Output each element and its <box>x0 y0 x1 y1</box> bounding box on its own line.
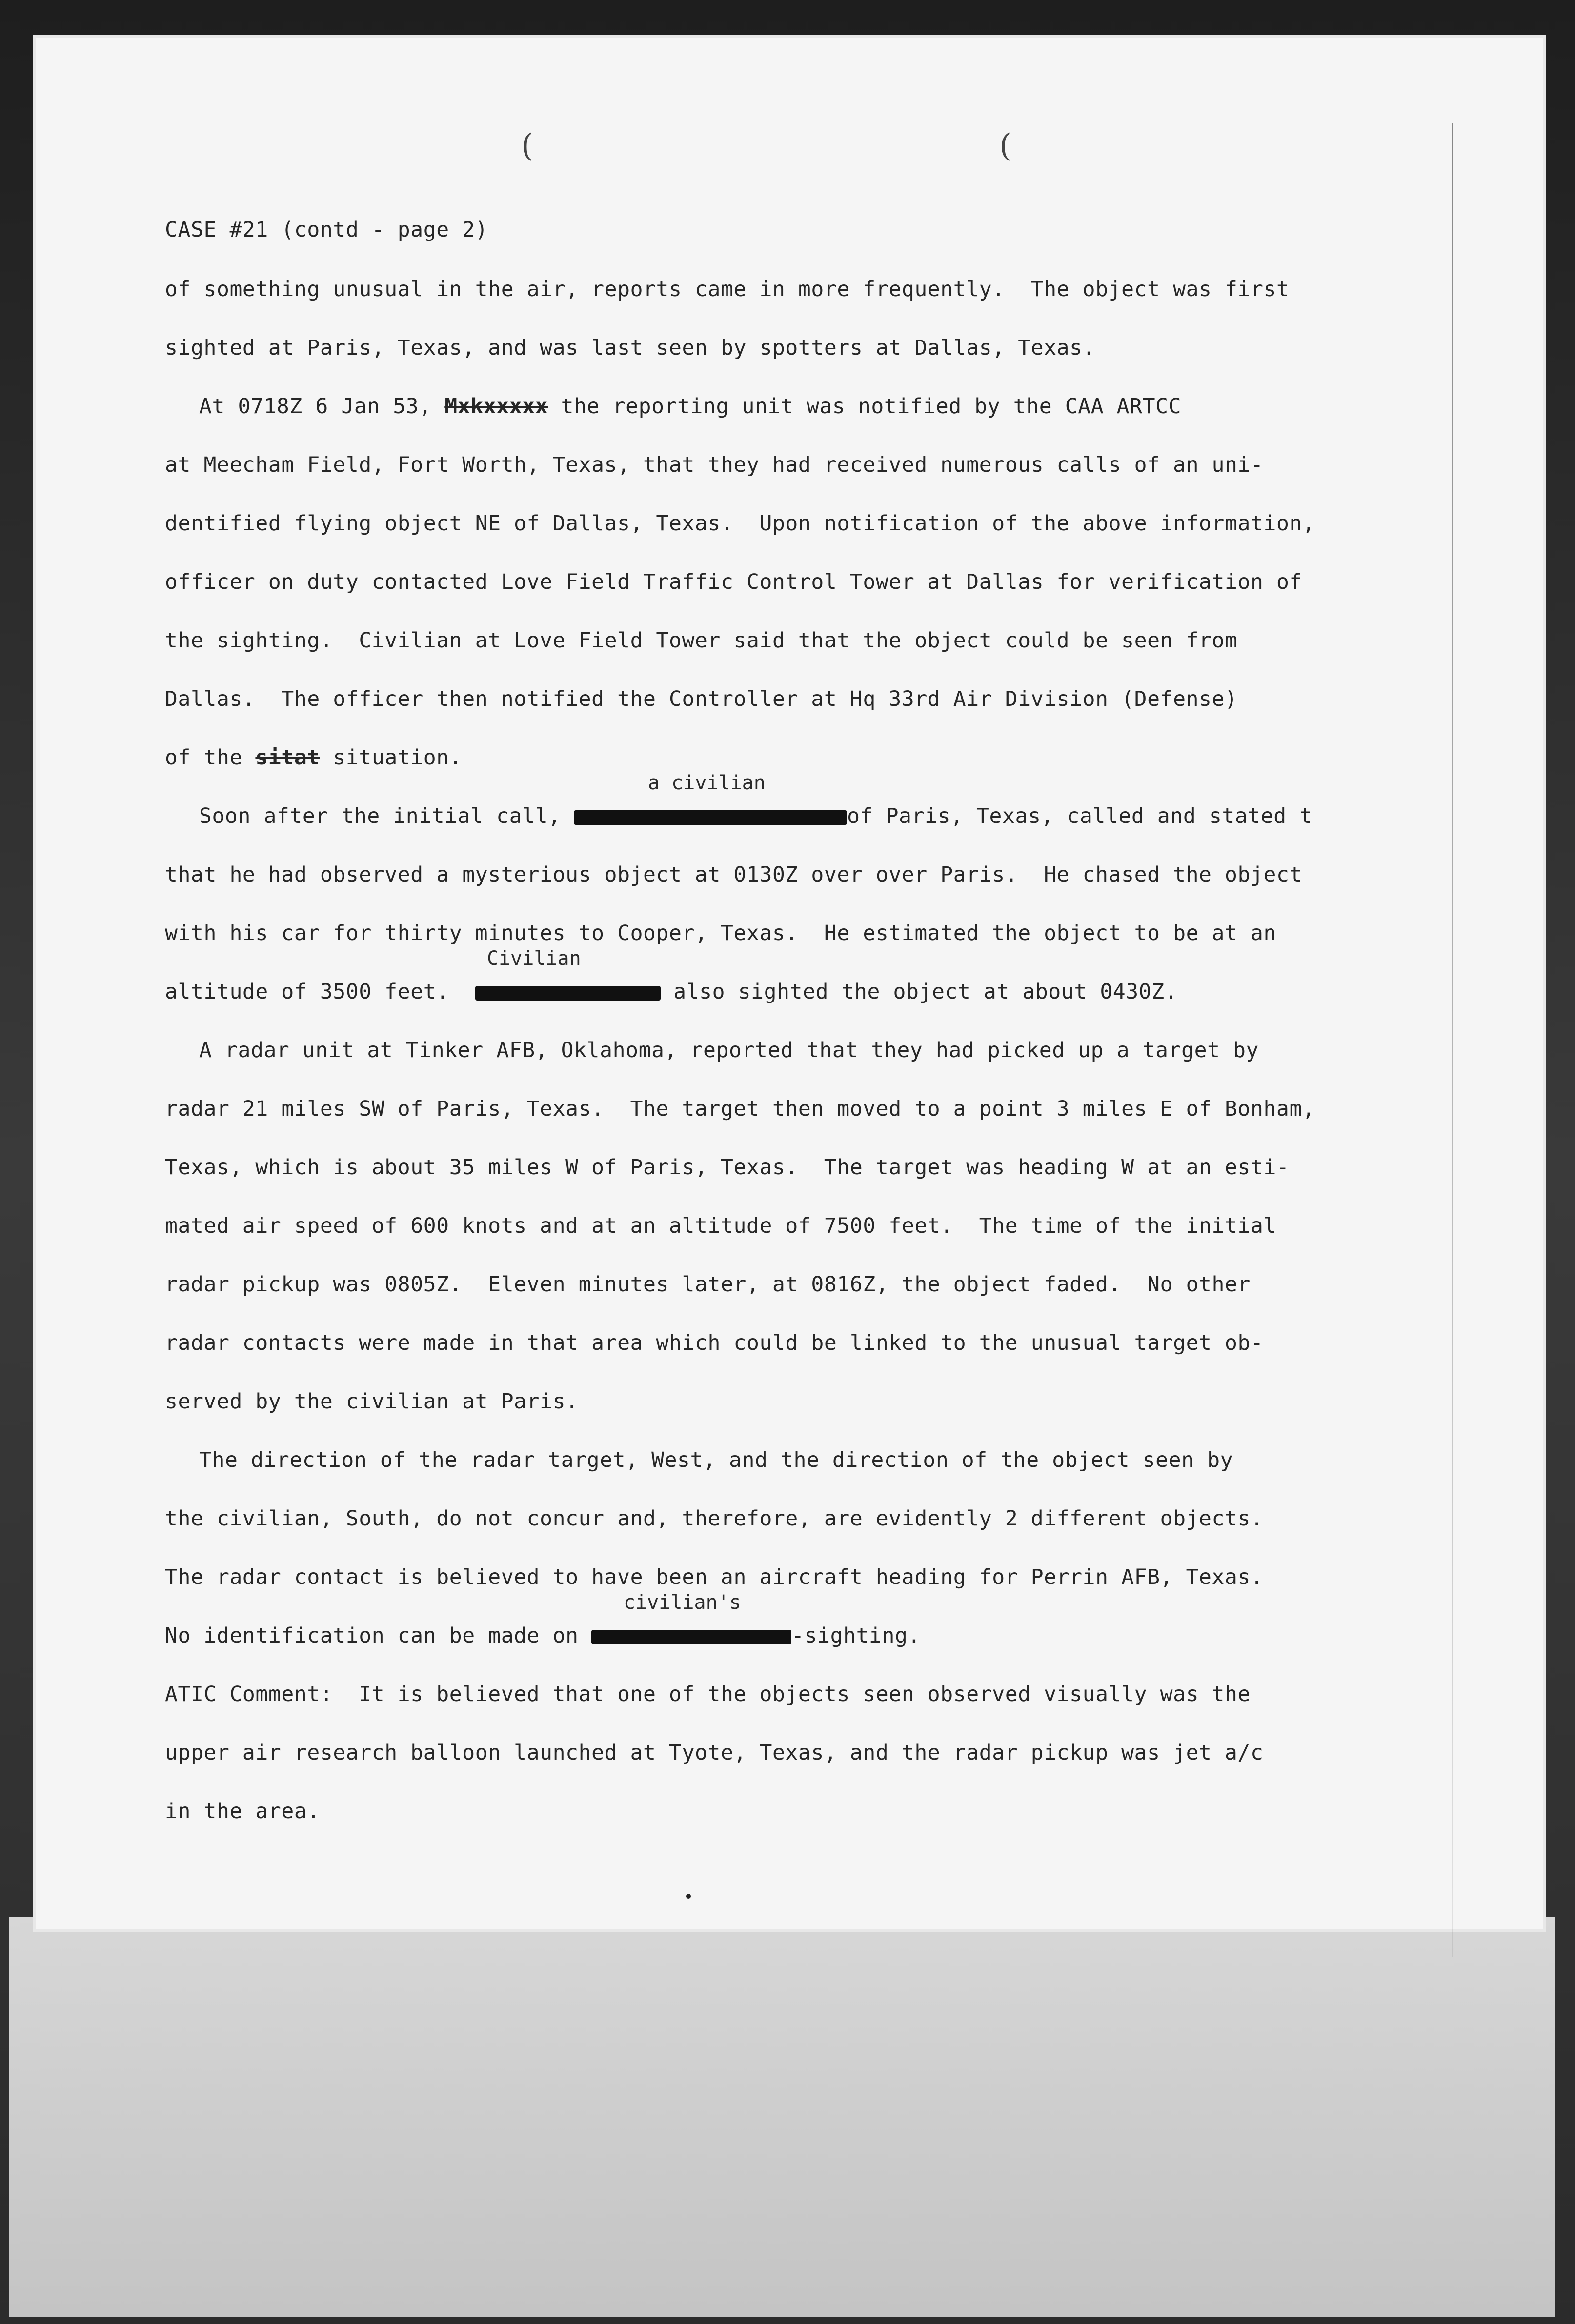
text-line: served by the civilian at Paris. <box>165 1389 579 1414</box>
text-line: Texas, which is about 35 miles W of Paris, Texas. The target was heading W at an esti- <box>165 1155 1290 1180</box>
page-dot <box>686 1894 691 1899</box>
text-line: officer on duty contacted Love Field Traffic Control Tower at Dallas for verification of <box>165 570 1302 594</box>
text-line: upper air research balloon launched at Tyote, Texas, and the radar pickup was jet a/c <box>165 1741 1264 1765</box>
handwritten-insert: a civilian <box>648 772 766 794</box>
punch-mark-right: ( <box>999 128 1011 164</box>
text-line: mated air speed of 600 knots and at an altitude of 7500 feet. The time of the initial <box>165 1214 1276 1238</box>
underlying-sheet <box>9 1917 1555 2317</box>
redaction-bar <box>574 810 847 825</box>
text-line: Soon after the initial call, of Paris, Texas, called and stated t <box>199 804 1312 828</box>
page-fold-edge <box>1452 123 1453 1957</box>
struck-word: Mxkxxxxx <box>444 394 548 419</box>
text-line: sighted at Paris, Texas, and was last seen by spotters at Dallas, Texas. <box>165 336 1096 360</box>
text-line: that he had observed a mysterious object at 0130Z over over Paris. He chased the object <box>165 862 1302 887</box>
text-line: the civilian, South, do not concur and, therefore, are evidently 2 different objects. <box>165 1506 1264 1531</box>
text-line: The direction of the radar target, West, and the direction of the object seen by <box>199 1448 1233 1472</box>
redaction-bar <box>591 1630 791 1644</box>
text-line: with his car for thirty minutes to Cooper, Texas. He estimated the object to be at an <box>165 921 1276 945</box>
struck-word: sitat <box>255 745 320 770</box>
text-line: in the area. <box>165 1799 320 1823</box>
text-line: radar pickup was 0805Z. Eleven minutes later, at 0816Z, the object faded. No other <box>165 1272 1251 1297</box>
text-line: The radar contact is believed to have been an aircraft heading for Perrin AFB, Texas. <box>165 1565 1264 1589</box>
text-line: the sighting. Civilian at Love Field Tower said that the object could be seen from <box>165 628 1238 653</box>
text-line: dentified flying object NE of Dallas, Texas. Upon notification of the above information, <box>165 511 1315 536</box>
text-line: altitude of 3500 feet. also sighted the object at about 0430Z. <box>165 980 1178 1004</box>
case-header: CASE #21 (contd - page 2) <box>165 218 488 242</box>
text-line: Dallas. The officer then notified the Controller at Hq 33rd Air Division (Defense) <box>165 687 1238 711</box>
text-line: At 0718Z 6 Jan 53, Mxkxxxxx the reporting unit was notified by the CAA ARTCC <box>199 394 1182 419</box>
handwritten-insert: Civilian <box>487 947 581 970</box>
text-line: radar 21 miles SW of Paris, Texas. The target then moved to a point 3 miles E of Bonham, <box>165 1097 1315 1121</box>
text-line: A radar unit at Tinker AFB, Oklahoma, reported that they had picked up a target by <box>199 1038 1259 1062</box>
text-line: of the sitat situation. <box>165 745 463 770</box>
text-line: at Meecham Field, Fort Worth, Texas, that they had received numerous calls of an uni- <box>165 453 1264 477</box>
text-line: ATIC Comment: It is believed that one of the objects seen observed visually was the <box>165 1682 1251 1706</box>
text-line: radar contacts were made in that area which could be linked to the unusual target ob- <box>165 1331 1264 1355</box>
punch-mark-left: ( <box>521 128 533 164</box>
document-page <box>33 35 1546 1932</box>
text-line: No identification can be made on -sighting. <box>165 1623 921 1648</box>
text-line: of something unusual in the air, reports came in more frequently. The object was first <box>165 277 1290 301</box>
handwritten-insert: civilian's <box>624 1591 741 1614</box>
redaction-bar <box>475 986 661 1001</box>
